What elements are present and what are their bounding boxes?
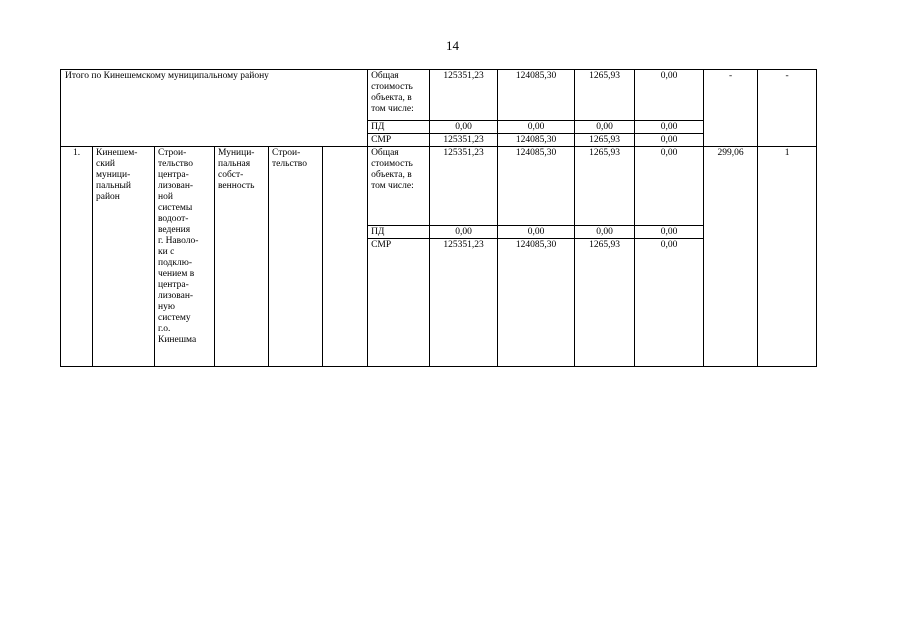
- page-number: 14: [446, 38, 459, 53]
- value-cell: 1265,93: [575, 239, 635, 367]
- value-cell: 0,00: [575, 121, 635, 134]
- total-col-a: -: [704, 70, 758, 147]
- item-district: Кинешем- ский муници- пальный район: [93, 147, 155, 367]
- value-cell: 0,00: [575, 226, 635, 239]
- value-cell: 0,00: [498, 121, 575, 134]
- value-cell: 0,00: [635, 239, 704, 367]
- total-row-general: [61, 70, 817, 121]
- line-name: ПД: [368, 226, 430, 239]
- value-cell: 0,00: [635, 70, 704, 121]
- value-cell: 0,00: [635, 134, 704, 147]
- value-cell: 0,00: [635, 226, 704, 239]
- value-cell: 0,00: [635, 121, 704, 134]
- value-cell: 0,00: [635, 147, 704, 226]
- line-name: СМР: [368, 134, 430, 147]
- value-cell: 124085,30: [498, 70, 575, 121]
- item-col-a: 299,06: [704, 147, 758, 367]
- item-extra: [323, 147, 368, 367]
- line-name: Общая стоимость объекта, в том числе:: [368, 147, 430, 226]
- item-index: 1.: [61, 147, 93, 367]
- value-cell: 124085,30: [498, 239, 575, 367]
- line-name: СМР: [368, 239, 430, 367]
- value-cell: 0,00: [430, 121, 498, 134]
- value-cell: 125351,23: [430, 239, 498, 367]
- line-name: Общая стоимость объекта, в том числе:: [368, 70, 430, 121]
- item-ownership: Муници- пальная собст- венность: [215, 147, 269, 367]
- value-cell: 1265,93: [575, 134, 635, 147]
- value-cell: 125351,23: [430, 70, 498, 121]
- value-cell: 125351,23: [430, 147, 498, 226]
- value-cell: 1265,93: [575, 70, 635, 121]
- value-cell: 125351,23: [430, 134, 498, 147]
- total-col-b: -: [758, 70, 817, 147]
- line-name: ПД: [368, 121, 430, 134]
- item-col-b: 1: [758, 147, 817, 367]
- value-cell: 0,00: [498, 226, 575, 239]
- item-work-type: Строи- тельство: [269, 147, 323, 367]
- value-cell: 0,00: [430, 226, 498, 239]
- item-object: Строи- тельство центра- лизован- ной системы водоот- ведения г. Наволо- ки с подклю- чением в центра- лизован- ную систему г.о. Кинешма: [155, 147, 215, 367]
- total-label: Итого по Кинешемскому муниципальному району: [61, 70, 368, 147]
- value-cell: 1265,93: [575, 147, 635, 226]
- value-cell: 124085,30: [498, 147, 575, 226]
- item-row-general: [61, 147, 817, 226]
- finance-table: [60, 69, 817, 367]
- value-cell: 124085,30: [498, 134, 575, 147]
